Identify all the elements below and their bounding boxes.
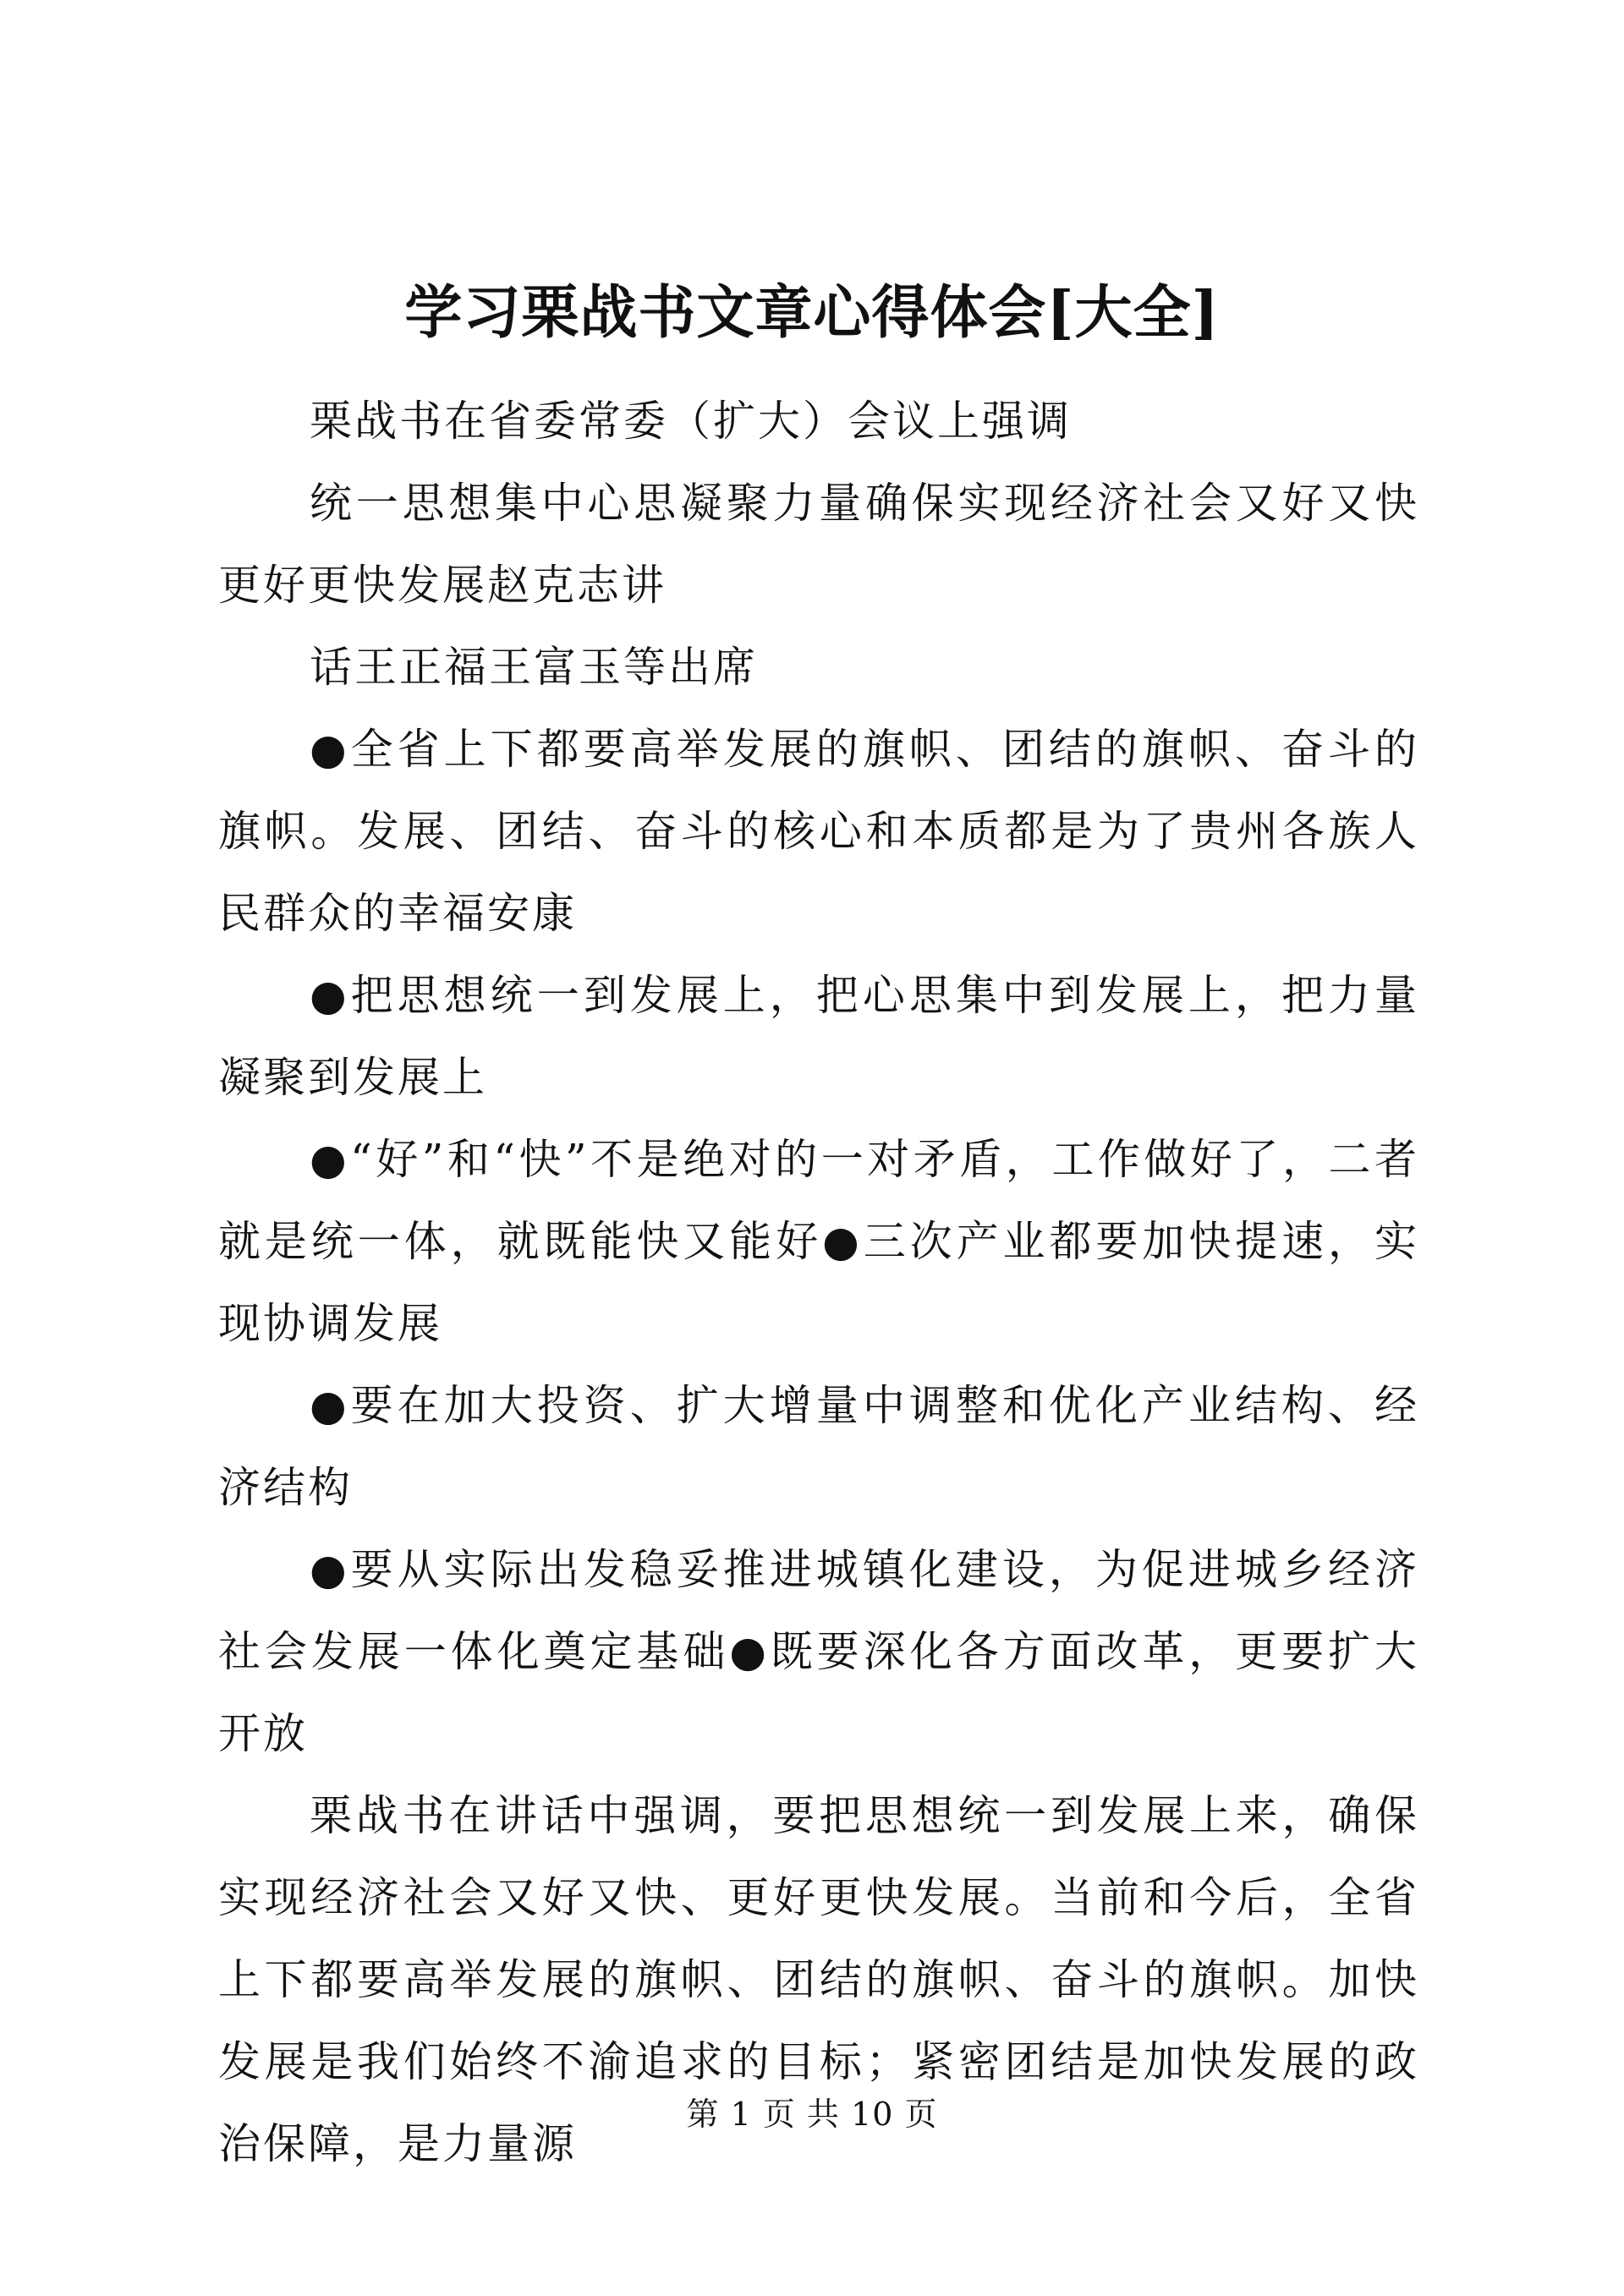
paragraph: ●要从实际出发稳妥推进城镇化建设，为促进城乡经济社会发展一体化奠定基础●既要深化各方面改革，更要扩大开放 [218, 1545, 1419, 1758]
paragraph: ●全省上下都要高举发展的旗帜、团结的旗帜、奋斗的旗帜。发展、团结、奋斗的核心和本质都是为了贵州各族人民群众的幸福安康 [218, 725, 1419, 938]
paragraph: 话王正福王富玉等出席 [310, 643, 758, 692]
paragraph: 统一思想集中心思凝聚力量确保实现经济社会又好又快更好更快发展赵克志讲 [218, 479, 1419, 610]
paragraph: 栗战书在省委常委（扩大）会议上强调 [310, 397, 1072, 446]
paragraph: ●要在加大投资、扩大增量中调整和优化产业结构、经济结构 [218, 1381, 1419, 1512]
page-footer: 第 1 页 共 10 页 [686, 2096, 938, 2133]
document-title: 学习栗战书文章心得体会[大全] [404, 279, 1220, 347]
paragraph: 栗战书在讲话中强调，要把思想统一到发展上来，确保实现经济社会又好又快、更好更快发展。当前和今后，全省上下都要高举发展的旗帜、团结的旗帜、奋斗的旗帜。加快发展是我们始终不渝追求的目标；紧密团结是加快发展的政治保障，是力量源 [218, 1791, 1419, 2168]
document-body [218, 381, 1419, 2185]
paragraph: ●“好”和“快”不是绝对的一对矛盾，工作做好了，二者就是统一体，就既能快又能好●三次产业都要加快提速，实现协调发展 [218, 1135, 1419, 1348]
paragraph: ●把思想统一到发展上，把心思集中到发展上，把力量凝聚到发展上 [218, 971, 1419, 1102]
